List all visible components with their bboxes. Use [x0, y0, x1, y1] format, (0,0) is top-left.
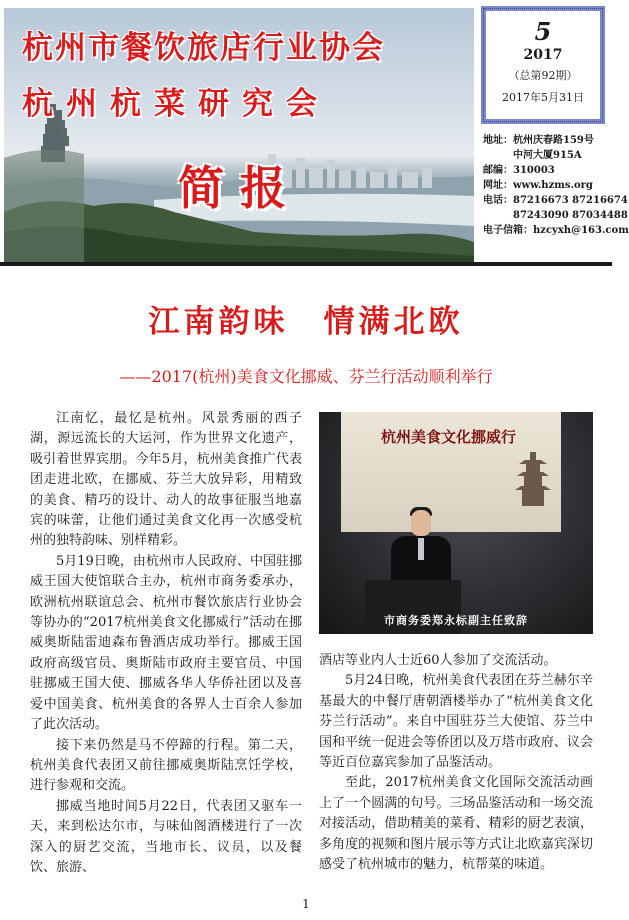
paragraph: 至此，2017杭州美食文化国际交流活动画上了一个圆满的句号。三场品鉴活动和一场交流对接活动，借助精美的菜肴、精彩的厨艺表演，多角度的视频和图片展示等方式让北欧嘉宾深切感受了杭州城市的魅力，杭帮菜的味道。 [319, 775, 593, 873]
paragraph: 江南忆，最忆是杭州。风景秀丽的西子湖，源远流长的大运河，作为世界文化遗产，吸引着世界宾朋。今年5月，杭州美食推广代表团走进北欧，在挪威、芬兰大放异彩，用精致的美食、精巧的设计、动人的故事征服当地嘉宾的味蕾，让他们通过美食文化再一次感受杭州的独特韵味、别样精彩。 [30, 411, 302, 549]
article-right-column [319, 651, 593, 875]
postcode: 310003 [513, 165, 555, 176]
phone-label: 电话： [483, 195, 513, 206]
email-label: 电子信箱： [483, 225, 533, 236]
postcode-label: 邮编： [483, 165, 513, 176]
website-label: 网址： [483, 180, 513, 191]
photo-caption: 市商务委郑永标副主任致辞 [384, 614, 528, 627]
paragraph: 挪威当地时间5月22日，代表团又驱车一天，来到松达尔市，与味仙阁酒楼进行了一次深入的厨艺交流，当地市长、议员，以及餐饮、旅游、 [30, 798, 302, 875]
briefing-title: 简报 [178, 161, 302, 215]
research-society-name: 杭州杭菜研究会 [22, 86, 330, 122]
masthead [0, 0, 629, 262]
issue-total-number: （总第92期） [508, 69, 578, 82]
page-number: 1 [302, 897, 310, 911]
association-name: 杭州市餐饮旅店行业协会 [22, 30, 385, 66]
paragraph: 5月19日晚，由杭州市人民政府、中国驻挪威王国大使馆联合主办，杭州市商务委承办，欧洲杭州联谊总会、杭州市餐饮旅店行业协会等协办的“2017杭州美食文化挪威行”活动在挪威奥斯陆雷迪森布鲁酒店成功举行。挪威王国政府高级官员、奥斯陆市政府主要官员、中国驻挪威王国大使、挪威各华人华侨社团以及喜爱中国美食、杭州美食的各界人士百余人参加了此次活动。 [30, 553, 302, 733]
website-link[interactable]: www.hzms.org [513, 180, 593, 191]
issue-box [481, 6, 605, 124]
address-line2: 中河大厦915A [513, 150, 582, 161]
speech-photo [319, 412, 593, 634]
screen-title: 杭州美食文化挪威行 [381, 428, 517, 446]
speaker-tie [418, 538, 424, 560]
article-subheadline: ——2017(杭州)美食文化挪威、芬兰行活动顺利举行 [119, 367, 493, 386]
paragraph: 接下来仍然是马不停蹄的行程。第二天，杭州美食代表团又前往挪威奥斯陆烹饪学校，进行参观和交流。 [30, 737, 302, 794]
masthead-divider [0, 262, 612, 266]
email-link[interactable]: hzcyxh@163.com [533, 225, 629, 236]
issue-number: 5 [534, 17, 552, 46]
phone-line2: 87243090 87034488 [513, 210, 628, 221]
issue-date: 2017年5月31日 [502, 91, 584, 104]
projection-screen [341, 412, 561, 532]
phone-line1: 87216673 87216674 [513, 195, 628, 206]
address-line1: 杭州庆春路159号 [513, 135, 594, 146]
article-left-column [30, 409, 302, 878]
paragraph: 5月24日晚，杭州美食代表团在芬兰赫尔辛基最大的中餐厅唐朝酒楼举办了“杭州美食文化芬兰行活动”。来自中国驻芬兰大使馆、芬兰中国和平统一促进会等侨团以及万塔市政府、议会等近百位嘉宾参加了品鉴活动。 [319, 673, 593, 771]
article-headline: 江南韵味 情满北欧 [148, 304, 464, 340]
pagoda-icon [513, 452, 553, 512]
issue-year: 2017 [523, 47, 563, 63]
speaker-head [411, 510, 431, 536]
address-label: 地址： [483, 135, 513, 146]
contact-info [483, 133, 629, 238]
paragraph-continuation: 酒店等业内人士近60人参加了交流活动。 [319, 653, 557, 668]
